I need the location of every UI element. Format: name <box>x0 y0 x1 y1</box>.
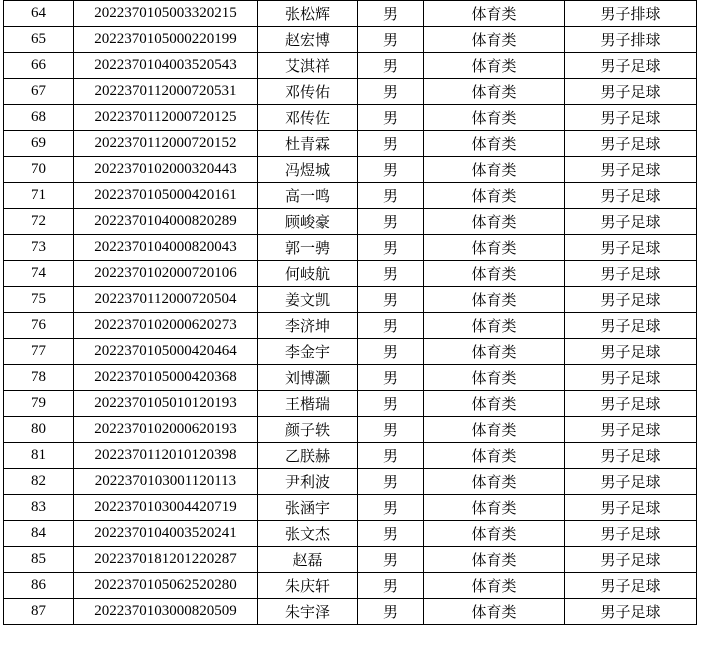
table-row <box>4 1 697 27</box>
table-row <box>4 209 697 235</box>
sport-cell: 男子足球 <box>565 313 697 339</box>
category-cell: 体育类 <box>424 1 565 27</box>
sport-cell: 男子足球 <box>565 53 697 79</box>
table-row <box>4 53 697 79</box>
gender-cell: 男 <box>358 391 424 417</box>
student-id-cell: 2022370105062520280 <box>74 573 258 599</box>
row-number-cell: 72 <box>4 209 74 235</box>
category-cell: 体育类 <box>424 183 565 209</box>
table-row <box>4 573 697 599</box>
table-row <box>4 599 697 625</box>
category-cell: 体育类 <box>424 339 565 365</box>
category-cell: 体育类 <box>424 313 565 339</box>
sport-cell: 男子足球 <box>565 573 697 599</box>
category-cell: 体育类 <box>424 235 565 261</box>
student-id-cell: 2022370102000720106 <box>74 261 258 287</box>
student-id-cell: 2022370104003520543 <box>74 53 258 79</box>
table-row <box>4 339 697 365</box>
sport-cell: 男子足球 <box>565 469 697 495</box>
student-name-cell: 李济坤 <box>258 313 358 339</box>
sport-cell: 男子足球 <box>565 105 697 131</box>
sport-cell: 男子足球 <box>565 521 697 547</box>
sport-cell: 男子足球 <box>565 235 697 261</box>
student-roster-table <box>3 0 697 625</box>
category-cell: 体育类 <box>424 79 565 105</box>
table-row <box>4 183 697 209</box>
category-cell: 体育类 <box>424 391 565 417</box>
sport-cell: 男子足球 <box>565 547 697 573</box>
table-row <box>4 547 697 573</box>
sport-cell: 男子足球 <box>565 183 697 209</box>
gender-cell: 男 <box>358 313 424 339</box>
gender-cell: 男 <box>358 573 424 599</box>
gender-cell: 男 <box>358 27 424 53</box>
student-name-cell: 张文杰 <box>258 521 358 547</box>
row-number-cell: 76 <box>4 313 74 339</box>
student-id-cell: 2022370112000720531 <box>74 79 258 105</box>
row-number-cell: 77 <box>4 339 74 365</box>
student-name-cell: 乙朕赫 <box>258 443 358 469</box>
category-cell: 体育类 <box>424 599 565 625</box>
table-row <box>4 131 697 157</box>
table-row <box>4 391 697 417</box>
sport-cell: 男子足球 <box>565 495 697 521</box>
row-number-cell: 75 <box>4 287 74 313</box>
category-cell: 体育类 <box>424 157 565 183</box>
category-cell: 体育类 <box>424 53 565 79</box>
row-number-cell: 81 <box>4 443 74 469</box>
gender-cell: 男 <box>358 105 424 131</box>
table-row <box>4 261 697 287</box>
category-cell: 体育类 <box>424 27 565 53</box>
sport-cell: 男子足球 <box>565 79 697 105</box>
table-row <box>4 105 697 131</box>
category-cell: 体育类 <box>424 417 565 443</box>
gender-cell: 男 <box>358 547 424 573</box>
student-name-cell: 何岐航 <box>258 261 358 287</box>
sport-cell: 男子足球 <box>565 443 697 469</box>
row-number-cell: 79 <box>4 391 74 417</box>
student-name-cell: 艾淇祥 <box>258 53 358 79</box>
student-id-cell: 2022370105003320215 <box>74 1 258 27</box>
student-id-cell: 2022370102000620193 <box>74 417 258 443</box>
gender-cell: 男 <box>358 261 424 287</box>
sport-cell: 男子足球 <box>565 391 697 417</box>
row-number-cell: 70 <box>4 157 74 183</box>
sport-cell: 男子足球 <box>565 417 697 443</box>
sport-cell: 男子排球 <box>565 1 697 27</box>
student-id-cell: 2022370104000820289 <box>74 209 258 235</box>
row-number-cell: 74 <box>4 261 74 287</box>
student-name-cell: 邓传佐 <box>258 105 358 131</box>
gender-cell: 男 <box>358 599 424 625</box>
student-id-cell: 2022370103000820509 <box>74 599 258 625</box>
row-number-cell: 87 <box>4 599 74 625</box>
gender-cell: 男 <box>358 365 424 391</box>
sport-cell: 男子足球 <box>565 157 697 183</box>
student-name-cell: 朱宇泽 <box>258 599 358 625</box>
category-cell: 体育类 <box>424 443 565 469</box>
student-id-cell: 2022370104000820043 <box>74 235 258 261</box>
sport-cell: 男子足球 <box>565 287 697 313</box>
student-name-cell: 赵宏博 <box>258 27 358 53</box>
roster-table-body <box>4 1 697 625</box>
student-name-cell: 张涵宇 <box>258 495 358 521</box>
category-cell: 体育类 <box>424 131 565 157</box>
table-row <box>4 365 697 391</box>
student-id-cell: 2022370102000320443 <box>74 157 258 183</box>
gender-cell: 男 <box>358 131 424 157</box>
row-number-cell: 85 <box>4 547 74 573</box>
student-name-cell: 朱庆轩 <box>258 573 358 599</box>
table-row <box>4 417 697 443</box>
row-number-cell: 71 <box>4 183 74 209</box>
gender-cell: 男 <box>358 157 424 183</box>
student-name-cell: 赵磊 <box>258 547 358 573</box>
row-number-cell: 78 <box>4 365 74 391</box>
table-row <box>4 443 697 469</box>
student-name-cell: 刘博灏 <box>258 365 358 391</box>
table-row <box>4 79 697 105</box>
student-name-cell: 邓传佑 <box>258 79 358 105</box>
category-cell: 体育类 <box>424 209 565 235</box>
row-number-cell: 86 <box>4 573 74 599</box>
category-cell: 体育类 <box>424 521 565 547</box>
student-id-cell: 2022370105010120193 <box>74 391 258 417</box>
table-row <box>4 157 697 183</box>
student-id-cell: 2022370105000420368 <box>74 365 258 391</box>
table-row <box>4 521 697 547</box>
row-number-cell: 67 <box>4 79 74 105</box>
student-name-cell: 李金宇 <box>258 339 358 365</box>
category-cell: 体育类 <box>424 287 565 313</box>
gender-cell: 男 <box>358 469 424 495</box>
gender-cell: 男 <box>358 287 424 313</box>
student-name-cell: 颜子轶 <box>258 417 358 443</box>
student-id-cell: 2022370112000720504 <box>74 287 258 313</box>
category-cell: 体育类 <box>424 105 565 131</box>
row-number-cell: 65 <box>4 27 74 53</box>
student-id-cell: 2022370112000720125 <box>74 105 258 131</box>
table-row <box>4 469 697 495</box>
table-row <box>4 235 697 261</box>
category-cell: 体育类 <box>424 365 565 391</box>
gender-cell: 男 <box>358 417 424 443</box>
student-name-cell: 郭一骋 <box>258 235 358 261</box>
student-id-cell: 2022370181201220287 <box>74 547 258 573</box>
gender-cell: 男 <box>358 53 424 79</box>
sport-cell: 男子足球 <box>565 131 697 157</box>
table-row <box>4 495 697 521</box>
row-number-cell: 64 <box>4 1 74 27</box>
student-id-cell: 2022370103001120113 <box>74 469 258 495</box>
student-name-cell: 尹利波 <box>258 469 358 495</box>
category-cell: 体育类 <box>424 261 565 287</box>
row-number-cell: 66 <box>4 53 74 79</box>
student-name-cell: 杜青霖 <box>258 131 358 157</box>
student-name-cell: 王楷瑞 <box>258 391 358 417</box>
student-id-cell: 2022370105000220199 <box>74 27 258 53</box>
row-number-cell: 73 <box>4 235 74 261</box>
gender-cell: 男 <box>358 1 424 27</box>
category-cell: 体育类 <box>424 495 565 521</box>
gender-cell: 男 <box>358 209 424 235</box>
row-number-cell: 80 <box>4 417 74 443</box>
category-cell: 体育类 <box>424 547 565 573</box>
row-number-cell: 83 <box>4 495 74 521</box>
row-number-cell: 84 <box>4 521 74 547</box>
student-id-cell: 2022370105000420161 <box>74 183 258 209</box>
gender-cell: 男 <box>358 495 424 521</box>
sport-cell: 男子足球 <box>565 339 697 365</box>
student-id-cell: 2022370112000720152 <box>74 131 258 157</box>
student-name-cell: 高一鸣 <box>258 183 358 209</box>
student-id-cell: 2022370103004420719 <box>74 495 258 521</box>
student-id-cell: 2022370105000420464 <box>74 339 258 365</box>
gender-cell: 男 <box>358 339 424 365</box>
row-number-cell: 82 <box>4 469 74 495</box>
sport-cell: 男子足球 <box>565 599 697 625</box>
student-name-cell: 顾峻豪 <box>258 209 358 235</box>
student-id-cell: 2022370102000620273 <box>74 313 258 339</box>
category-cell: 体育类 <box>424 573 565 599</box>
student-name-cell: 姜文凯 <box>258 287 358 313</box>
sport-cell: 男子足球 <box>565 261 697 287</box>
row-number-cell: 68 <box>4 105 74 131</box>
gender-cell: 男 <box>358 235 424 261</box>
sport-cell: 男子排球 <box>565 27 697 53</box>
gender-cell: 男 <box>358 443 424 469</box>
student-id-cell: 2022370112010120398 <box>74 443 258 469</box>
student-id-cell: 2022370104003520241 <box>74 521 258 547</box>
table-row <box>4 27 697 53</box>
gender-cell: 男 <box>358 79 424 105</box>
sport-cell: 男子足球 <box>565 209 697 235</box>
gender-cell: 男 <box>358 521 424 547</box>
student-name-cell: 张松辉 <box>258 1 358 27</box>
category-cell: 体育类 <box>424 469 565 495</box>
table-row <box>4 287 697 313</box>
gender-cell: 男 <box>358 183 424 209</box>
student-name-cell: 冯煜城 <box>258 157 358 183</box>
row-number-cell: 69 <box>4 131 74 157</box>
table-row <box>4 313 697 339</box>
sport-cell: 男子足球 <box>565 365 697 391</box>
